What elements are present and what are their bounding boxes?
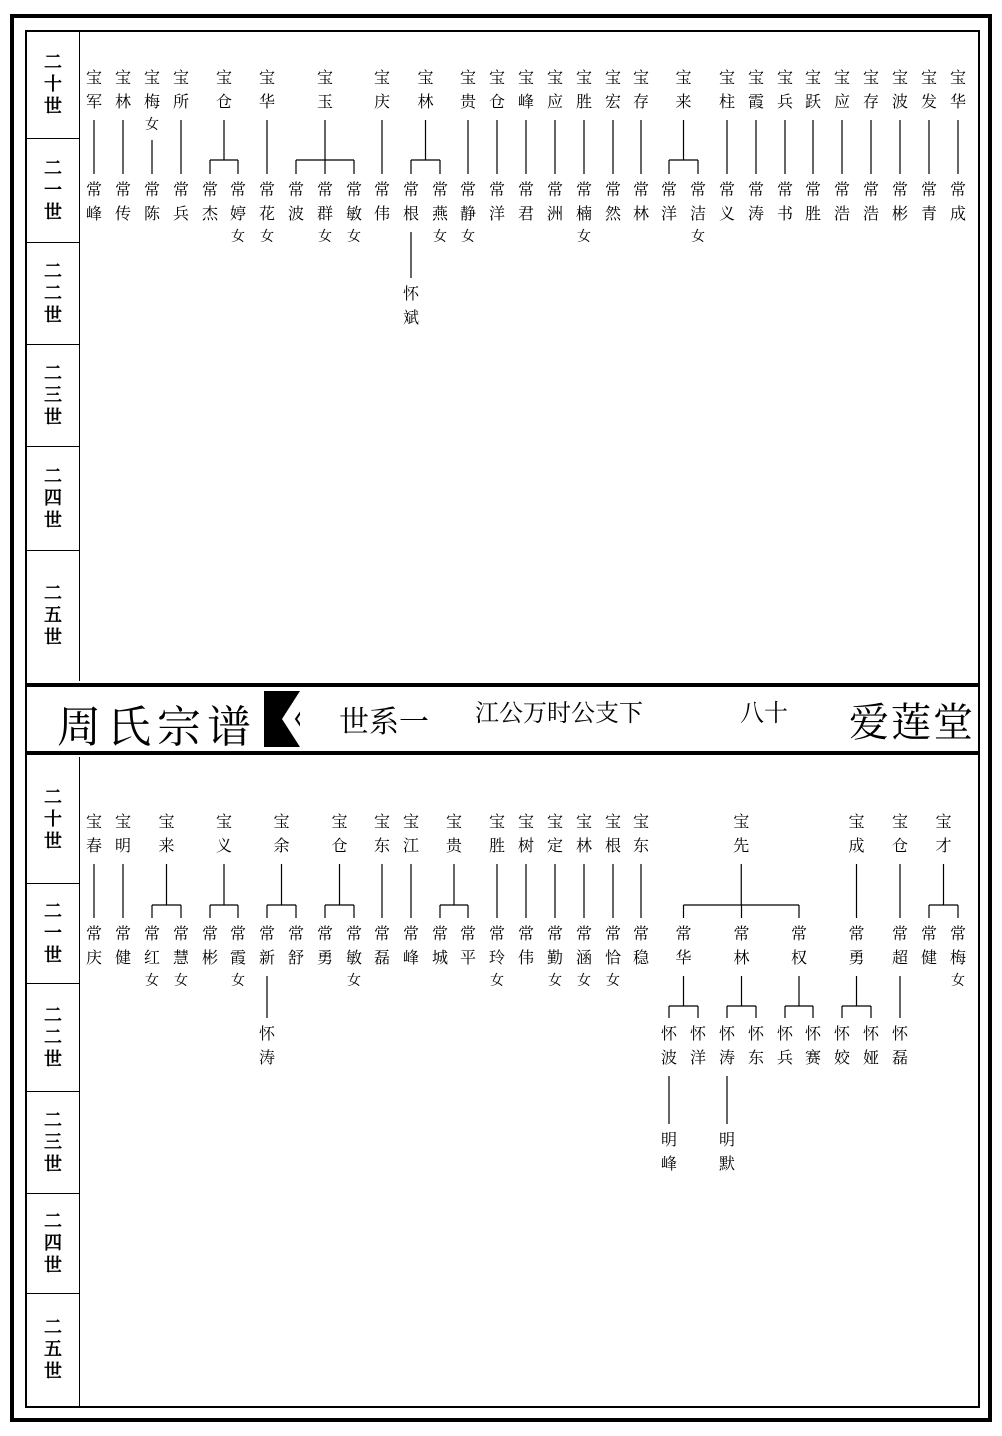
person-name	[83, 178, 105, 226]
person-name	[170, 922, 192, 990]
person-name-text: 常 静	[459, 180, 476, 223]
person-name	[716, 178, 738, 226]
person-name	[602, 178, 624, 226]
person-name	[371, 178, 393, 226]
person-name	[112, 178, 134, 226]
person-name-text: 常 超	[891, 924, 908, 967]
person-name-text: 常 洋	[488, 180, 505, 223]
father-name-text: 宝 先	[733, 812, 750, 855]
father-name-text: 宝 仓	[891, 812, 908, 855]
person-name	[400, 282, 422, 330]
person-name-text: 常 霞	[229, 924, 246, 967]
gender-marker: 女	[347, 229, 361, 245]
person-name-text: 常 新	[258, 924, 275, 967]
father-name	[213, 66, 235, 114]
genealogy-title: 周氏宗谱	[57, 702, 257, 753]
person-name	[314, 922, 336, 970]
generation-label: 二 二 世	[27, 984, 79, 1092]
person-name-text: 怀 洋	[689, 1024, 706, 1067]
father-name-text: 宝 林	[417, 68, 434, 111]
father-name	[602, 810, 624, 858]
father-name-text: 宝 仓	[215, 68, 232, 111]
father-name	[544, 810, 566, 858]
person-name-text: 怀 波	[660, 1024, 677, 1067]
person-name	[515, 922, 537, 970]
generation-label: 二 四 世	[27, 447, 79, 551]
person-name-text: 常 彬	[201, 924, 218, 967]
person-name	[515, 178, 537, 226]
father-name	[314, 66, 336, 114]
person-name-text: 常 健	[114, 924, 131, 967]
person-name	[889, 922, 911, 970]
father-name	[256, 66, 278, 114]
father-name-text: 宝 庆	[373, 68, 390, 111]
father-name-text: 宝 军	[85, 68, 102, 111]
person-name	[141, 922, 163, 990]
father-name	[329, 810, 351, 858]
person-name	[112, 922, 134, 970]
father-name-text: 宝 成	[848, 812, 865, 855]
father-name	[889, 66, 911, 114]
father-name-text: 宝 余	[273, 812, 290, 855]
father-name	[156, 810, 178, 858]
person-name-text: 怀 东	[747, 1024, 764, 1067]
person-name	[673, 922, 695, 970]
father-name	[673, 66, 695, 114]
banner-divider-icon	[264, 691, 300, 747]
person-name	[199, 178, 221, 226]
person-name	[170, 178, 192, 226]
person-name-text: 常 伟	[517, 924, 534, 967]
person-name	[831, 178, 853, 226]
person-name-text: 常 楠	[575, 180, 592, 223]
generation-label: 二 二 世	[27, 243, 79, 345]
father-name-text: 宝 霞	[747, 68, 764, 111]
father-name	[573, 810, 595, 858]
father-name-text: 宝 树	[517, 812, 534, 855]
person-name-text: 怀 涛	[718, 1024, 735, 1067]
father-name	[515, 66, 537, 114]
person-name	[918, 922, 940, 970]
person-name-text: 怀 兵	[776, 1024, 793, 1067]
gender-marker: 女	[231, 229, 245, 245]
generation-label: 二 五 世	[44, 1317, 62, 1382]
father-name-text: 宝 华	[949, 68, 966, 111]
person-name-text: 常 兵	[172, 180, 189, 223]
father-name	[443, 810, 465, 858]
person-name-text: 常 华	[675, 924, 692, 967]
father-name-text: 宝 跃	[804, 68, 821, 111]
person-name	[889, 178, 911, 226]
father-name-text: 宝 玉	[316, 68, 333, 111]
person-name-text: 常 舒	[287, 924, 304, 967]
gender-marker: 女	[174, 973, 188, 989]
person-name-text: 常 勤	[546, 924, 563, 967]
person-name	[343, 922, 365, 990]
father-name-text: 宝 兵	[776, 68, 793, 111]
person-name-text: 常 书	[776, 180, 793, 223]
generation-label: 二 五 世	[44, 583, 62, 648]
father-name	[400, 810, 422, 858]
person-name-text: 常 稳	[632, 924, 649, 967]
generation-column-top	[27, 32, 80, 681]
person-name	[802, 178, 824, 226]
person-name	[658, 1128, 680, 1176]
person-name	[400, 178, 422, 226]
person-name	[256, 178, 278, 246]
person-name	[486, 922, 508, 990]
person-name-text: 常 城	[431, 924, 448, 967]
person-name	[83, 922, 105, 970]
father-name	[112, 810, 134, 858]
person-name-text: 常 敏	[345, 924, 362, 967]
father-name	[271, 810, 293, 858]
father-name	[170, 66, 192, 114]
person-name-text: 常 根	[402, 180, 419, 223]
person-name-text: 常 慧	[172, 924, 189, 967]
father-name	[730, 810, 752, 858]
father-name	[573, 66, 595, 114]
father-name	[515, 810, 537, 858]
person-name-text: 怀 涛	[258, 1024, 275, 1067]
person-name-text: 常 彬	[891, 180, 908, 223]
person-name-text: 常 林	[733, 924, 750, 967]
generation-column-bottom	[27, 757, 80, 1406]
person-name	[486, 178, 508, 226]
person-name	[227, 178, 249, 246]
person-name	[802, 1022, 824, 1070]
father-name-text: 宝 义	[215, 812, 232, 855]
father-name-text: 宝 应	[833, 68, 850, 111]
gender-marker: 女	[577, 229, 591, 245]
person-name	[457, 178, 479, 246]
person-name	[285, 922, 307, 970]
gender-marker: 女	[145, 973, 159, 989]
father-name-text: 宝 春	[85, 812, 102, 855]
father-name-text: 宝 应	[546, 68, 563, 111]
gender-marker: 女	[318, 229, 332, 245]
person-name	[544, 922, 566, 990]
person-name	[889, 1022, 911, 1070]
person-name-text: 常 平	[459, 924, 476, 967]
gender-marker: 女	[231, 973, 245, 989]
person-name-text: 常 胜	[804, 180, 821, 223]
father-name-text: 宝 来	[675, 68, 692, 111]
father-name-text: 宝 根	[604, 812, 621, 855]
generation-label: 二 一 世	[27, 884, 79, 984]
father-name	[918, 66, 940, 114]
generation-label: 二 十 世	[27, 32, 79, 139]
father-name	[486, 810, 508, 858]
person-name	[573, 922, 595, 990]
father-name-text: 宝 贵	[459, 68, 476, 111]
father-name	[415, 66, 437, 114]
person-name-text: 常 伟	[373, 180, 390, 223]
person-name	[256, 922, 278, 970]
person-name	[947, 922, 969, 990]
person-name	[918, 178, 940, 226]
person-name-text: 常 涛	[747, 180, 764, 223]
father-name	[889, 810, 911, 858]
person-name-text: 明 峰	[660, 1130, 677, 1173]
father-name-text: 宝 才	[935, 812, 952, 855]
person-name-text: 常 磊	[373, 924, 390, 967]
person-name	[860, 1022, 882, 1070]
father-name-text: 宝 林	[575, 812, 592, 855]
father-name-text: 宝 所	[172, 68, 189, 111]
person-name	[429, 178, 451, 246]
person-name-text: 常 浩	[833, 180, 850, 223]
person-name	[227, 922, 249, 990]
father-name-text: 宝 东	[373, 812, 390, 855]
person-name-text: 常 涵	[575, 924, 592, 967]
person-name	[630, 178, 652, 226]
person-name-text: 常 峰	[402, 924, 419, 967]
person-name	[658, 178, 680, 226]
person-name-text: 常 波	[287, 180, 304, 223]
generation-label: 二 一 世	[27, 139, 79, 243]
person-name-text: 怀 娅	[862, 1024, 879, 1067]
father-name	[371, 66, 393, 114]
person-name-text: 常 君	[517, 180, 534, 223]
father-name	[630, 66, 652, 114]
person-name-text: 常 燕	[431, 180, 448, 223]
person-name	[371, 922, 393, 970]
person-name	[314, 178, 336, 246]
person-name	[774, 178, 796, 226]
person-name-text: 常 恰	[604, 924, 621, 967]
person-name	[343, 178, 365, 246]
section-label: 世系一	[339, 705, 429, 740]
person-name	[774, 1022, 796, 1070]
father-name	[602, 66, 624, 114]
person-name	[141, 178, 163, 226]
person-name	[716, 1128, 738, 1176]
person-name	[573, 178, 595, 246]
person-name	[846, 922, 868, 970]
person-name	[544, 178, 566, 226]
father-name-text: 宝 梅	[143, 68, 160, 111]
person-name	[745, 1022, 767, 1070]
person-name	[687, 178, 709, 246]
father-name	[112, 66, 134, 114]
person-name-text: 常 健	[920, 924, 937, 967]
person-name-text: 常 传	[114, 180, 131, 223]
father-name	[83, 810, 105, 858]
person-name	[731, 922, 753, 970]
person-name	[687, 1022, 709, 1070]
generation-label: 二 三 世	[27, 1092, 79, 1194]
father-name	[774, 66, 796, 114]
person-name-text: 常 勇	[316, 924, 333, 967]
person-name-text: 常 洁	[689, 180, 706, 223]
gender-marker: 女	[347, 973, 361, 989]
person-name-text: 常 义	[718, 180, 735, 223]
father-name-text: 宝 定	[546, 812, 563, 855]
father-name-text: 宝 存	[632, 68, 649, 111]
father-name-text: 宝 林	[114, 68, 131, 111]
person-name-text: 常 敏	[345, 180, 362, 223]
generation-label: 二 十 世	[27, 757, 79, 884]
father-name-text: 宝 柱	[718, 68, 735, 111]
father-name	[802, 66, 824, 114]
gender-marker: 女	[461, 229, 475, 245]
father-name-text: 宝 贵	[445, 812, 462, 855]
father-name-text: 宝 波	[891, 68, 908, 111]
person-name-text: 常 峰	[85, 180, 102, 223]
person-name	[658, 1022, 680, 1070]
father-name-text: 宝 江	[402, 812, 419, 855]
person-name	[860, 178, 882, 226]
person-name-text: 常 群	[316, 180, 333, 223]
person-name-text: 常 婷	[229, 180, 246, 223]
father-name	[933, 810, 955, 858]
father-name	[457, 66, 479, 114]
person-name	[831, 1022, 853, 1070]
father-name-text: 宝 东	[632, 812, 649, 855]
father-name-text: 宝 来	[158, 812, 175, 855]
father-name	[846, 810, 868, 858]
person-name	[602, 922, 624, 990]
gender-marker: 女	[606, 973, 620, 989]
person-name-text: 常 成	[949, 180, 966, 223]
gender-marker: 女	[548, 973, 562, 989]
father-name-text: 宝 胜	[488, 812, 505, 855]
gender-marker: 女	[145, 117, 159, 133]
person-name-text: 怀 姣	[833, 1024, 850, 1067]
father-name-text: 宝 胜	[575, 68, 592, 111]
person-name	[788, 922, 810, 970]
father-name	[831, 66, 853, 114]
title-banner	[27, 683, 978, 755]
father-name	[860, 66, 882, 114]
person-name-text: 常 红	[143, 924, 160, 967]
person-name	[400, 922, 422, 970]
father-name	[947, 66, 969, 114]
hall-name: 爱莲堂	[849, 700, 975, 746]
father-name	[544, 66, 566, 114]
father-name	[141, 66, 163, 134]
person-name-text: 常 洲	[546, 180, 563, 223]
father-name	[716, 66, 738, 114]
father-name-text: 宝 发	[920, 68, 937, 111]
person-name-text: 常 梅	[949, 924, 966, 967]
father-name	[371, 810, 393, 858]
person-name-text: 常 花	[258, 180, 275, 223]
gender-marker: 女	[260, 229, 274, 245]
father-name-text: 宝 峰	[517, 68, 534, 111]
person-name-text: 怀 赛	[804, 1024, 821, 1067]
person-name-text: 常 勇	[848, 924, 865, 967]
branch-label: 江公万时公支下	[475, 699, 643, 727]
father-name-text: 宝 仓	[488, 68, 505, 111]
person-name-text: 常 林	[632, 180, 649, 223]
person-name-text: 常 杰	[201, 180, 218, 223]
page-number: 八十	[740, 699, 788, 727]
person-name	[199, 922, 221, 970]
person-name	[256, 1022, 278, 1070]
person-name	[630, 922, 652, 970]
person-name	[947, 178, 969, 226]
gender-marker: 女	[691, 229, 705, 245]
gender-marker: 女	[577, 973, 591, 989]
person-name-text: 常 玲	[488, 924, 505, 967]
gender-marker: 女	[951, 973, 965, 989]
gender-marker: 女	[490, 973, 504, 989]
father-name-text: 宝 明	[114, 812, 131, 855]
person-name-text: 常 然	[604, 180, 621, 223]
father-name-text: 宝 宏	[604, 68, 621, 111]
father-name	[83, 66, 105, 114]
person-name	[745, 178, 767, 226]
person-name	[429, 922, 451, 970]
person-name-text: 常 权	[790, 924, 807, 967]
person-name-text: 常 庆	[85, 924, 102, 967]
father-name	[745, 66, 767, 114]
person-name-text: 常 浩	[862, 180, 879, 223]
person-name	[457, 922, 479, 970]
person-name-text: 常 陈	[143, 180, 160, 223]
generation-label: 二 三 世	[27, 345, 79, 447]
person-name-text: 常 青	[920, 180, 937, 223]
father-name	[486, 66, 508, 114]
father-name	[630, 810, 652, 858]
person-name	[716, 1022, 738, 1070]
person-name-text: 明 默	[718, 1130, 735, 1173]
father-name-text: 宝 存	[862, 68, 879, 111]
person-name-text: 怀 斌	[402, 284, 419, 327]
father-name	[213, 810, 235, 858]
person-name	[285, 178, 307, 226]
person-name-text: 怀 磊	[891, 1024, 908, 1067]
father-name-text: 宝 华	[258, 68, 275, 111]
generation-label: 二 四 世	[27, 1194, 79, 1294]
father-name-text: 宝 仓	[331, 812, 348, 855]
person-name-text: 常 洋	[660, 180, 677, 223]
gender-marker: 女	[433, 229, 447, 245]
